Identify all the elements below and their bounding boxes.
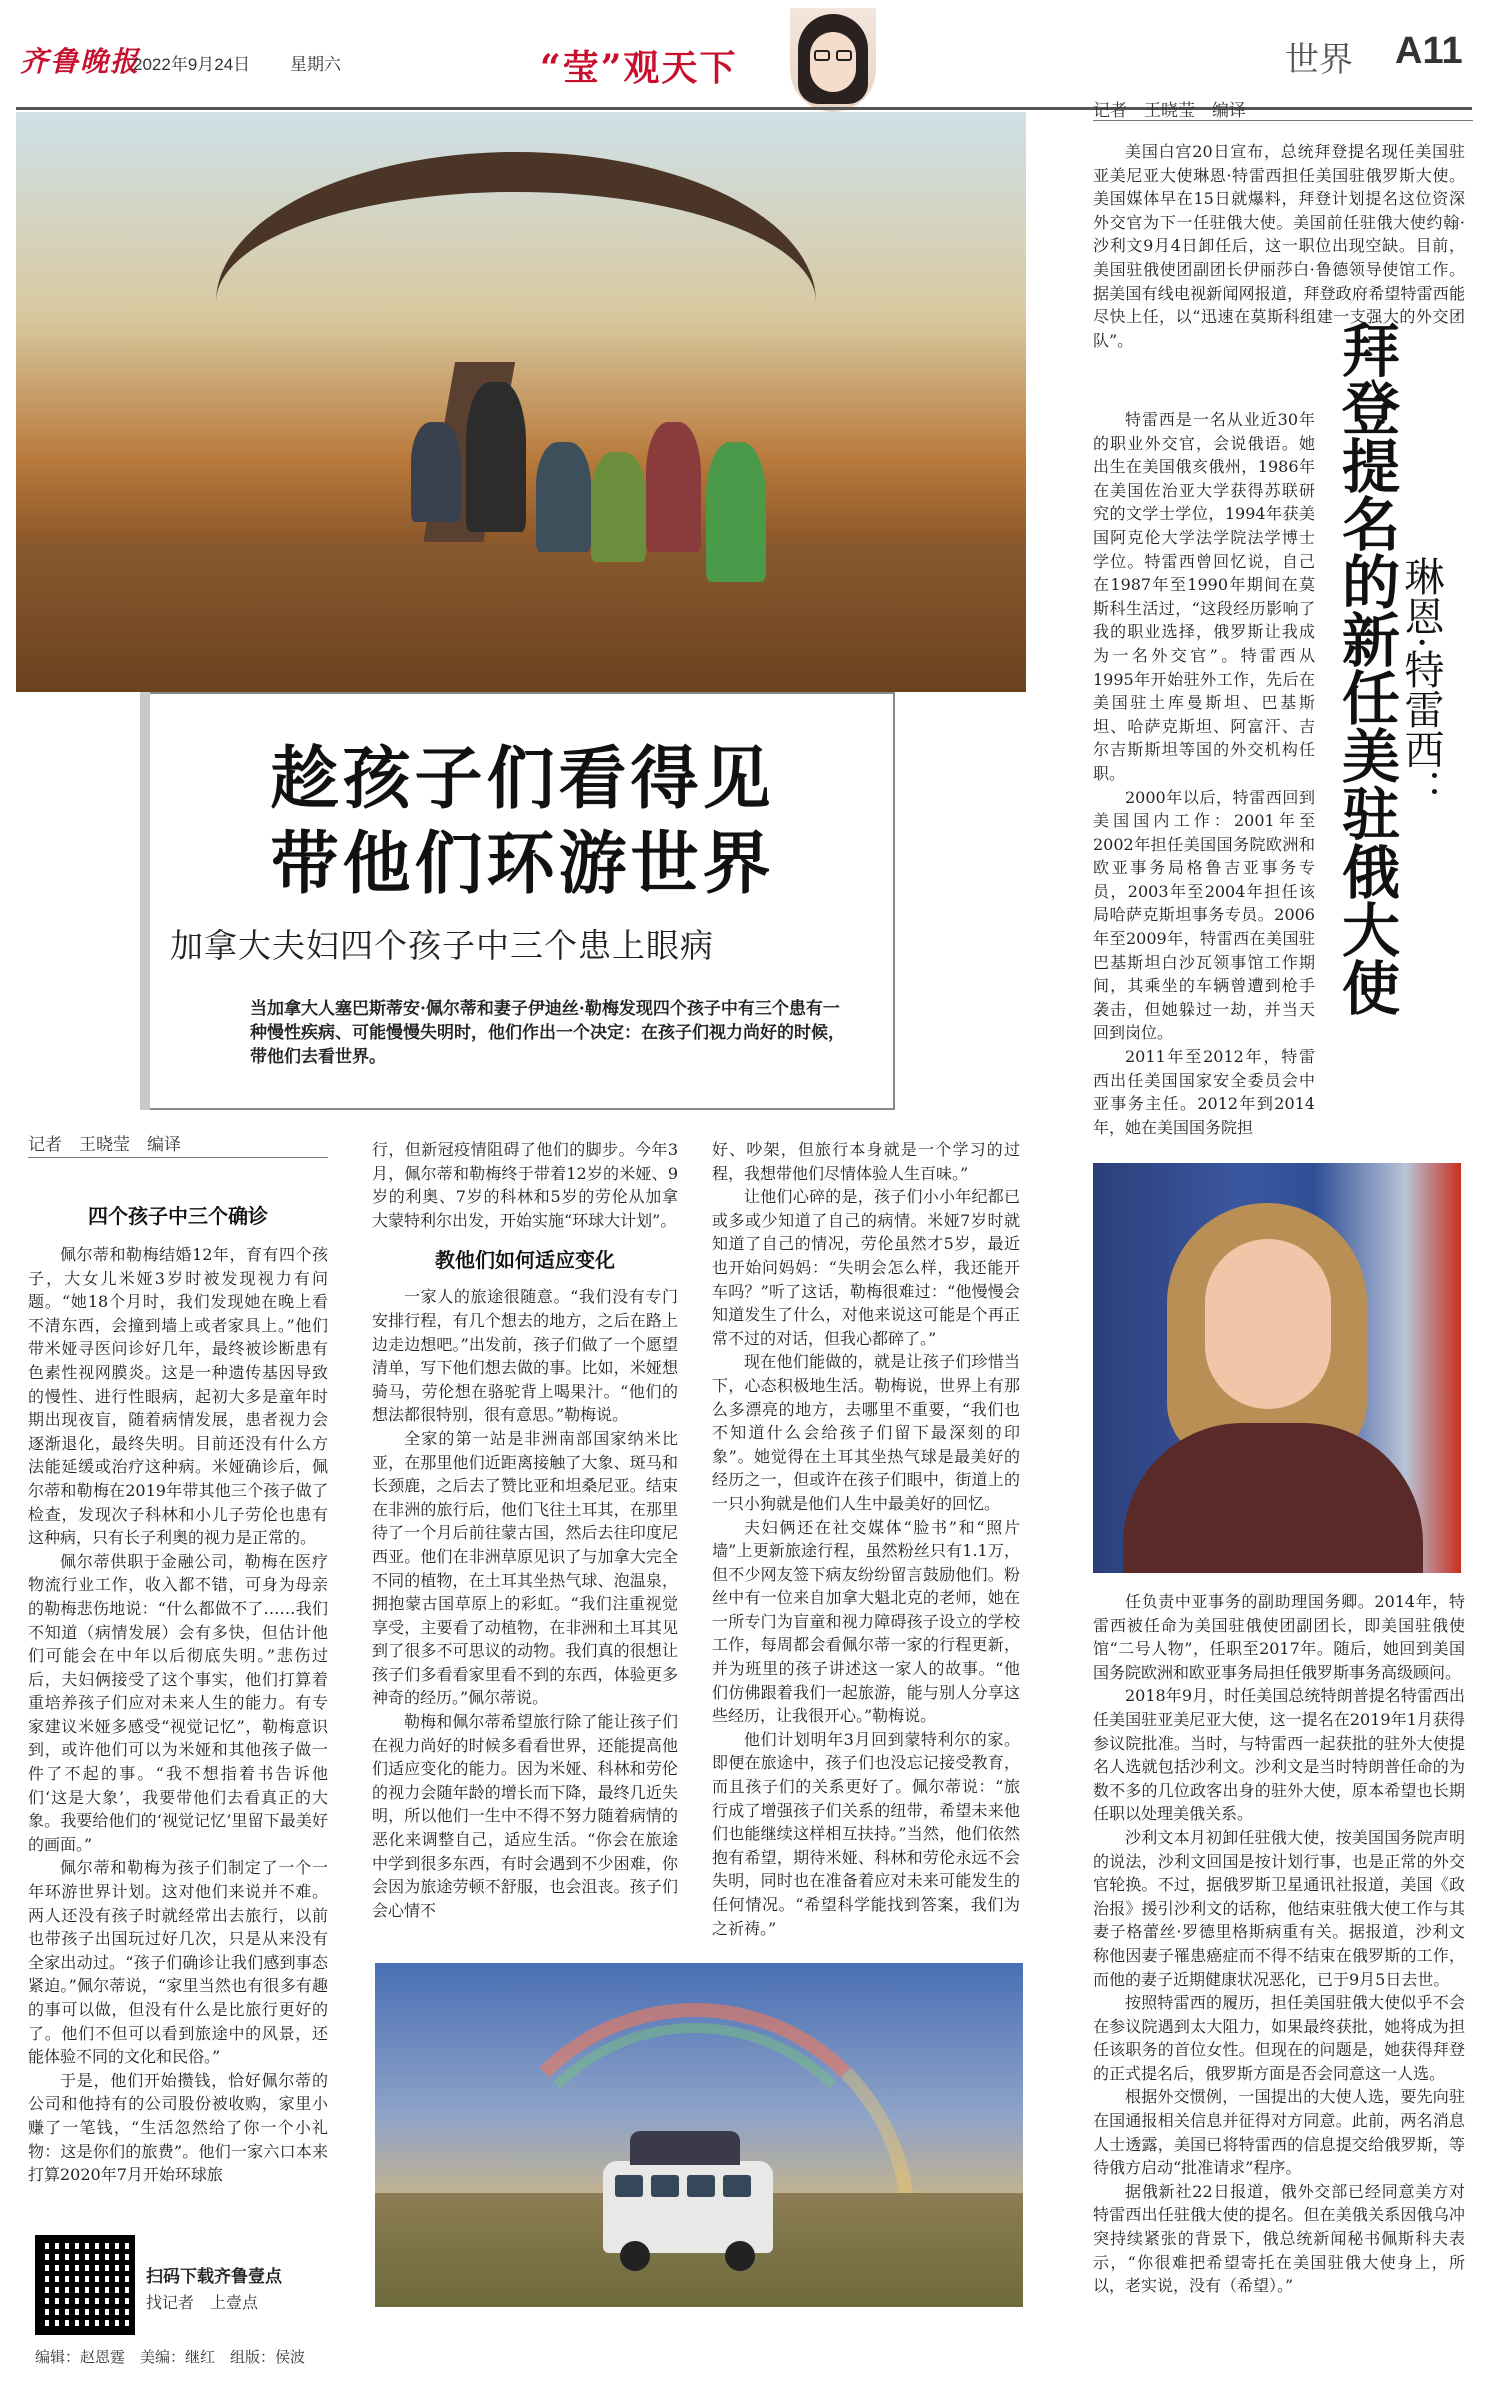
side-headline-name: 琳恩·特雷西： [1398, 556, 1444, 809]
paragraph: 任负责中亚事务的副助理国务卿。2014年，特雷西被任命为美国驻俄使团副团长，即美国驻俄使馆“二号人物”，任职至2017年。随后，她回到美国国务院欧洲和欧亚事务局担任俄罗斯事务高级顾问。 [1093, 1592, 1465, 1682]
paragraph: 现在他们能做的，就是让孩子们珍惜当下，心态积极地生活。勒梅说，世界上有那么多漂亮的地方，去哪里不重要，“我们也不知道什么会给孩子们留下最深刻的印象”。她觉得在土耳其坐热气球是最美好的经历之一，但或许在孩子们眼中，街道上的一只小狗就是他们人生中最美好的回忆。 [712, 1352, 1020, 1513]
paragraph: 据俄新社22日报道，俄外交部已经同意美方对特雷西出任驻俄大使的提名。但在美俄关系因俄乌冲突持续紧张的背景下，俄总统新闻秘书佩斯科夫表示，“你很难把希望寄托在美国驻俄大使身上，所以，老实说，没有（希望）。” [1093, 2181, 1465, 2296]
paragraph: 2000年以后，特雷西回到美国国内工作：2001年至2002年担任美国国务院欧洲和欧亚事务局格鲁吉亚事务专员，2003年至2004年担任该局哈萨克斯坦事务专员。2006年至2009年，特雷西在美国驻巴基斯坦白沙瓦领事馆工作期间，其乘坐的车辆曾遭到枪手袭击，但她躲过一劫，并当天回到岗位。 [1093, 787, 1315, 1043]
paragraph: 让他们心碎的是，孩子们小小年纪都已或多或少知道了自己的病情。米娅7岁时就知道了自己的情况，劳伦虽然才5岁，最近也开始问妈妈：“失明会怎么样，我还能开车吗？”听了这话，勒梅很难过：“他慢慢会知道发生了什么，对他来说这可能是个再正常不过的对话，但我心都碎了。” [712, 1187, 1020, 1348]
main-byline: 记者 王晓莹 编译 [28, 1135, 181, 1154]
top-rule [16, 107, 1472, 110]
paragraph: 特雷西是一名从业近30年的职业外交官，会说俄语。她出生在美国俄亥俄州，1986年在美国佐治亚大学获得苏联研究的文学士学位，1994年获美国阿克伦大学法学院法学博士学位。特雷西曾回忆说，自己在1987年至1990年期间在莫斯科生活过，“这段经历影响了我的职业选择，俄罗斯让我成为一名外交官”。特雷西从1995年开始驻外工作，先后在美国驻土库曼斯坦、巴基斯坦、哈萨克斯坦、阿富汗、吉尔吉斯斯坦等国的外交机构任职。 [1093, 410, 1315, 783]
side-byline: 记者 王晓莹 编译 [1093, 101, 1246, 120]
side-column-narrow [1093, 408, 1315, 1138]
column-title: “莹”观天下 [540, 47, 738, 89]
paragraph: 勒梅和佩尔蒂希望旅行除了能让孩子们在视力尚好的时候多看看世界，还能提高他们适应变化的能力。因为米娅、科林和劳伦的视力会随年龄的增长而下降，最终几近失明，所以他们一生中不得不努力随着病情的恶化来调整自己，适应生活。“你会在旅途中学到很多东西，有时会遇到不少困难，你会因为旅途劳顿不舒服，也会沮丧。孩子们会心情不 [372, 1712, 678, 1920]
paragraph: 美国白宫20日宣布，总统拜登提名现任美国驻亚美尼亚大使琳恩·特雷西担任美国驻俄罗斯大使。美国媒体早在15日就爆料，拜登计划提名这位资深外交官为下一任驻俄大使。美国前任驻俄大使约翰·沙利文9月4日卸任后，这一职位出现空缺。目前，美国驻俄使团副团长伊丽莎白·鲁德领导使馆工作。据美国有线电视新闻网报道，拜登政府希望特雷西能尽快上任，以“迅速在莫斯科组建一支强大的外交团队”。 [1093, 142, 1465, 350]
page-number: A11 [1395, 30, 1463, 72]
paragraph: 2018年9月，时任美国总统特朗普提名特雷西出任美国驻亚美尼亚大使，这一提名在2019年1月获得参议院批准。当时，与特雷西一起获批的驻外大使提名人选就包括沙利文。沙利文是当时特朗普任命的为数不多的几位政客出身的驻外大使，原本希望也长期任职以处理美俄关系。 [1093, 1686, 1465, 1824]
paragraph: 佩尔蒂供职于金融公司，勒梅在医疗物流行业工作，收入都不错，可身为母亲的勒梅悲伤地说：“什么都做不了……我们不知道（病情发展）会有多快，但估计他们可能会在中年以后彻底失明。”悲伤过后，夫妇俩接受了这个事实，他们打算着重培养孩子们应对未来人生的能力。有专家建议米娅多感受“视觉记忆”，勒梅意识到，或许他们可以为米娅和其他孩子做一件了不起的事。“我不想指着书告诉他们‘这是大象’，我要带他们去看真正的大象。我要给他们的‘视觉记忆’里留下最美好的画面。” [28, 1551, 328, 1854]
main-subhead: 加拿大夫妇四个孩子中三个患上眼病 [170, 926, 714, 965]
main-column-2 [372, 1138, 678, 1958]
paragraph: 根据外交惯例，一国提出的大使人选，要先向驻在国通报相关信息并征得对方同意。此前，两名消息人士透露，美国已将特雷西的信息提交给俄罗斯，等待俄方启动“批准请求”程序。 [1093, 2087, 1465, 2178]
paragraph: 按照特雷西的履历，担任美国驻俄大使似乎不会在参议院遇到太大阻力，如果最终获批，她将成为担任该职务的首位女性。但现在的问题是，她获得拜登的正式提名后，俄罗斯方面是否会同意这一人选。 [1093, 1993, 1465, 2083]
columnist-avatar [790, 8, 876, 112]
paragraph: 夫妇俩还在社交媒体“脸书”和“照片墙”上更新旅途行程，虽然粉丝只有1.1万，但不少网友签下病友纷纷留言鼓励他们。粉丝中有一位来自加拿大魁北克的老师，她在一所专门为盲童和视力障碍孩子设立的学校工作，每周都会看佩尔蒂一家的行程更新，并为班里的孩子讲述这一家人的故事。“他们仿佛跟着我们一起旅游，能与别人分享这些经历，让我很开心。”勒梅说。 [712, 1517, 1020, 1726]
qr-code-icon[interactable] [35, 2235, 135, 2335]
qr-label: 扫码下载齐鲁壹点 [146, 2267, 282, 2286]
side-rule [1093, 120, 1473, 121]
rainbow-van-photo [375, 1963, 1023, 2307]
byline-rule [28, 1157, 328, 1158]
section-label: 世界 [1285, 41, 1353, 79]
paragraph: 行，但新冠疫情阻碍了他们的脚步。今年3月，佩尔蒂和勒梅终于带着12岁的米娅、9岁的利奥、7岁的科林和5岁的劳伦从加拿大蒙特利尔出发，开始实施“环球大计划”。 [372, 1140, 678, 1230]
section-heading: 四个孩子中三个确诊 [88, 1204, 268, 1228]
issue-weekday: 星期六 [290, 55, 341, 74]
qr-subtext: 找记者 上壹点 [146, 2295, 259, 2312]
tracy-portrait-photo [1093, 1163, 1461, 1573]
family-tree-photo [16, 112, 1026, 692]
paragraph: 全家的第一站是非洲南部国家纳米比亚，在那里他们近距离接触了大象、斑马和长颈鹿，之后去了赞比亚和坦桑尼亚。结束在非洲的旅行后，他们飞往土耳其，在那里待了一个月后前往蒙古国，然后去往印度尼西亚。他们在非洲草原见识了与加拿大完全不同的植物，在土耳其坐热气球、泡温泉，拥抱蒙古国草原上的彩虹。“我们注重视觉享受，主要看了动植物，在非洲和土耳其见到了很多不可思议的动物。我们真的很想让孩子们多看看家里看不到的东西，体验更多神奇的经历。”佩尔蒂说。 [372, 1428, 678, 1708]
paragraph: 佩尔蒂和勒梅结婚12年，育有四个孩子，大女儿米娅3岁时被发现视力有问题。“她18个月时，我们发现她在晚上看不清东西，会撞到墙上或者家具上。”他们带米娅寻医问诊好几年，最终被诊断患有色素性视网膜炎。这是一种遗传基因导致的慢性、进行性眼病，起初大多是童年时期出现夜盲，随着病情发展，患者视力会逐渐退化，最终失明。目前还没有什么方法能延缓或治疗这种病。米娅确诊后，佩尔蒂和勒梅在2019年带其他三个孩子做了检查，发现次子科林和小儿子劳伦也患有这种病，只有长子利奥的视力是正常的。 [28, 1245, 328, 1548]
paragraph: 一家人的旅途很随意。“我们没有专门安排行程，有几个想去的地方，之后在路上边走边想吧。”出发前，孩子们做了一个愿望清单，写下他们想去做的事。比如，米娅想骑马，劳伦想在骆驼背上喝果汁。“他们的想法都很特别，很有意思。”勒梅说。 [372, 1287, 678, 1425]
main-column-3 [712, 1138, 1020, 1958]
paper-name: 齐鲁晚报 [20, 45, 141, 78]
editor-credits: 编辑：赵恩霆 美编：继红 组版：侯波 [35, 2349, 306, 2366]
paragraph: 于是，他们开始攒钱，恰好佩尔蒂的公司和他持有的公司股份被收购，家里小赚了一笔钱，“生活忽然给了你一个小礼物：这是你们的旅费”。他们一家六口本来打算2020年7月开始环球旅 [28, 2070, 328, 2185]
paragraph: 他们计划明年3月回到蒙特利尔的家。即便在旅途中，孩子们也没忘记接受教育，而且孩子们的关系更好了。佩尔蒂说：“旅行成了增强孩子们关系的纽带，希望未来他们也能继续这样相互扶持。”当然，他们依然抱有希望，期待米娅、科林和劳伦永远不会失明，同时也在准备着应对未来可能发生的任何情况。“希望科学能找到答案，我们为之祈祷。” [712, 1729, 1020, 1938]
main-headline-line1: 趁孩子们看得见 [270, 739, 775, 819]
side-headline: 拜登提名的新任美驻俄大使 [1332, 320, 1400, 1016]
main-column-1 [28, 1200, 328, 2200]
side-column-top [1093, 140, 1465, 380]
paragraph: 沙利文本月初卸任驻俄大使，按美国国务院声明的说法，沙利文回国是按计划行事，也是正常的外交官轮换。不过，据俄罗斯卫星通讯社报道，美国《政治报》援引沙利文的话称，他结束驻俄大使工作与其妻子格蕾丝·罗德里格斯病重有关。据报道，沙利文称他因妻子罹患癌症而不得不结束在俄罗斯的工作，而他的妻子近期健康状况恶化，已于9月5日去世。 [1093, 1827, 1465, 1989]
headline-accent-bar [140, 692, 150, 1110]
side-column-bottom [1093, 1590, 1465, 2380]
paragraph: 佩尔蒂和勒梅为孩子们制定了一个一年环游世界计划。这对他们来说并不难。两人还没有孩子时就经常出去旅行，以前也带孩子出国玩过好几次，只是从来没有全家出动过。“孩子们确诊让我们感到事态紧迫。”佩尔蒂说，“家里当然也有很多有趣的事可以做，但没有什么是比旅行更好的了。他们不但可以看到旅途中的风景，还能体验不同的文化和民俗。” [28, 1858, 328, 2067]
paragraph: 好、吵架，但旅行本身就是一个学习的过程，我想带他们尽情体验人生百味。” [712, 1140, 1020, 1183]
paragraph: 2011年至2012年，特雷西出任美国国家安全委员会中亚事务主任。2012年到2014年，她在美国国务院担 [1093, 1047, 1315, 1137]
main-headline-line2: 带他们环游世界 [270, 824, 775, 904]
main-lead: 当加拿大人塞巴斯蒂安·佩尔蒂和妻子伊迪丝·勒梅发现四个孩子中有三个患有一种慢性疾病、可能慢慢失明时，他们作出一个决定：在孩子们视力尚好的时候，带他们去看世界。 [250, 999, 845, 1067]
issue-date: 2022年9月24日 [133, 55, 251, 74]
section-heading: 教他们如何适应变化 [435, 1248, 615, 1273]
